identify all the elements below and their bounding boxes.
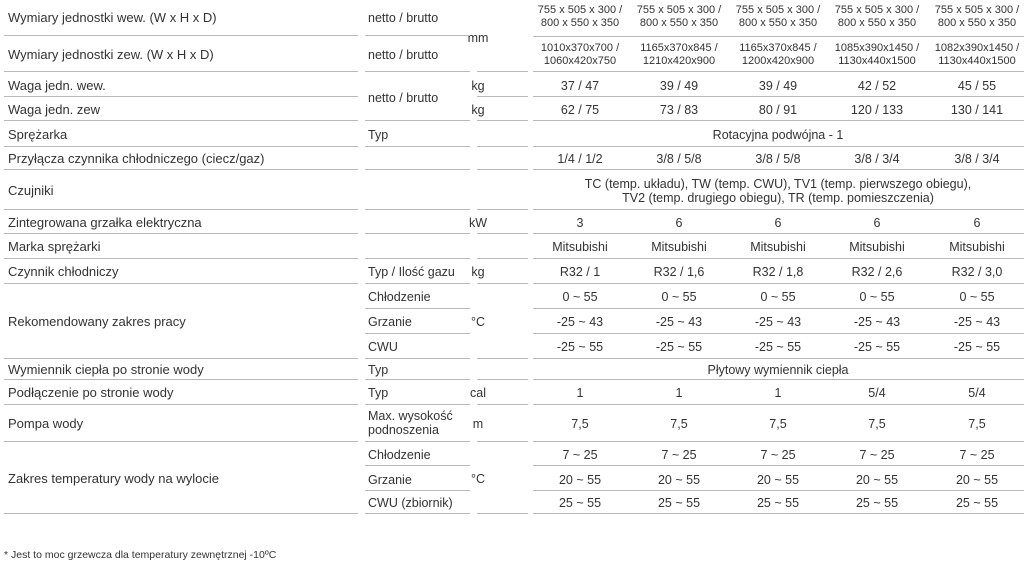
row-sub-outlet-cooling: Chłodzenie [368,448,431,462]
row-divider [365,233,470,234]
value-cell: 20 ~ 55 [558,473,602,487]
row-divider [477,441,528,442]
value-cell: 7,5 [571,417,589,431]
row-divider [4,513,358,514]
value-cell: 7 ~ 25 [859,448,895,462]
value-cell: -25 ~ 43 [953,315,1001,329]
row-label-range: Rekomendowany zakres pracy [8,314,186,329]
value-cell: 3/8 / 3/4 [954,152,1000,166]
value-cell: 5/4 [868,386,886,400]
row-divider [533,333,1024,334]
value-cell: 7,5 [868,417,886,431]
row-divider [533,120,1024,121]
row-divider [533,441,1024,442]
row-divider [4,283,358,284]
row-divider [365,209,470,210]
value-cell: 1082x390x1450 / 1130x440x1500 [934,42,1020,67]
row-divider [477,71,528,72]
row-label-dim-indoor: Wymiary jednostki wew. (W x H x D) [8,10,217,25]
value-cell: R32 / 1,6 [653,265,705,279]
row-divider [365,404,470,405]
row-divider [477,358,528,359]
row-divider [477,258,528,259]
row-divider [365,379,470,380]
value-cell: -25 ~ 43 [754,315,802,329]
value-cell: Mitsubishi [552,240,608,254]
value-cell: 1 [576,386,584,400]
row-divider [533,379,1024,380]
row-divider [4,35,358,36]
value-cell: -25 ~ 43 [556,315,604,329]
row-divider [4,441,358,442]
row-divider [365,120,470,121]
row-sub-pump: Max. wysokość podnoszenia [368,409,453,438]
row-sub-range-dhw: CWU [368,340,398,354]
row-divider [4,120,358,121]
row-divider [4,96,358,97]
value-cell: 755 x 505 x 300 / 800 x 550 x 350 [834,4,920,29]
row-sub-dim-outdoor: netto / brutto [368,48,439,62]
value-cell: 755 x 505 x 300 / 800 x 550 x 350 [537,4,623,29]
value-cell: Mitsubishi [949,240,1005,254]
row-divider [365,308,470,309]
value-cell: 7,5 [670,417,688,431]
value-cell: 0 ~ 55 [859,290,895,304]
row-label-sensors: Czujniki [8,183,54,198]
value-cell: 755 x 505 x 300 / 800 x 550 x 350 [636,4,722,29]
row-divider [477,283,528,284]
value-cell: Mitsubishi [651,240,707,254]
row-sub-range-cooling: Chłodzenie [368,290,431,304]
value-cell: Mitsubishi [849,240,905,254]
value-cell: R32 / 3,0 [951,265,1003,279]
value-cell: 7,5 [769,417,787,431]
row-divider [4,258,358,259]
row-divider [533,233,1024,234]
row-unit-weight-indoor: kg [471,79,485,93]
footnote: * Jest to moc grzewcza dla temperatury zewnętrznej -10ºC [4,549,277,561]
value-cell: 1165x370x845 / 1210x420x900 [640,42,718,67]
value-cell: R32 / 1 [559,265,601,279]
value-cell: 6 [973,216,981,230]
row-divider [533,513,1024,514]
row-sub-compressor: Typ [368,128,389,142]
value-span-cell: TV2 (temp. drugiego obiegu), TR (temp. pomieszczenia) [622,191,934,205]
row-sub-outlet-heating: Grzanie [368,473,412,487]
row-divider [533,358,1024,359]
value-cell: 1 [675,386,683,400]
row-divider [533,404,1024,405]
value-cell: 0 ~ 55 [562,290,598,304]
value-cell: 0 ~ 55 [760,290,796,304]
value-cell: 120 / 133 [850,103,904,117]
row-divider [4,169,358,170]
row-divider [365,35,470,36]
row-divider [365,358,470,359]
value-cell: Mitsubishi [750,240,806,254]
value-cell: 130 / 141 [950,103,1004,117]
row-divider [477,169,528,170]
row-divider [365,169,470,170]
value-cell: -25 ~ 43 [655,315,703,329]
value-cell: 1085x390x1450 / 1130x440x1500 [834,42,920,67]
row-sub-water-conn: Typ [368,386,389,400]
value-cell: 1010x370x700 / 1060x420x750 [540,42,620,67]
row-label-refrigerant: Czynnik chłodniczy [8,264,119,279]
row-divider [4,209,358,210]
value-cell: 20 ~ 55 [756,473,800,487]
row-divider [477,120,528,121]
row-divider [533,71,1024,72]
value-span-cell: TC (temp. układu), TW (temp. CWU), TV1 (temp. pierwszego obiegu), [584,177,972,191]
value-cell: -25 ~ 55 [556,340,604,354]
value-cell: -25 ~ 55 [655,340,703,354]
row-unit-pump: m [472,417,484,431]
row-label-water-conn: Podłączenie po stronie wody [8,385,174,400]
row-divider [533,465,1024,466]
row-divider [365,333,470,334]
row-sub-hex: Typ [368,363,389,377]
value-cell: 7 ~ 25 [562,448,598,462]
value-cell: 1 [774,386,782,400]
value-cell: 73 / 83 [659,103,699,117]
row-divider [533,169,1024,170]
value-cell: 42 / 52 [857,79,897,93]
row-divider [4,358,358,359]
row-divider [477,96,528,97]
value-cell: 755 x 505 x 300 / 800 x 550 x 350 [934,4,1020,29]
row-divider [533,146,1024,147]
row-divider [533,308,1024,309]
row-unit-water-conn: cal [470,386,486,400]
value-cell: 7 ~ 25 [760,448,796,462]
row-label-hex: Wymiennik ciepła po stronie wody [8,362,204,377]
row-divider [4,404,358,405]
value-span-cell: Płytowy wymiennik ciepła [707,363,849,377]
row-label-pipes: Przyłącza czynnika chłodniczego (ciecz/gaz) [8,151,265,166]
row-sub-refrigerant: Typ / Ilość gazu [368,265,455,279]
value-cell: 3 [576,216,584,230]
row-divider [365,441,470,442]
value-span-cell: Rotacyjna podwójna - 1 [712,128,844,142]
value-cell: 25 ~ 55 [657,496,701,510]
value-cell: 3/8 / 3/4 [854,152,900,166]
value-cell: 39 / 49 [758,79,798,93]
row-sub-weight: netto / brutto [368,91,439,105]
value-cell: 37 / 47 [560,79,600,93]
value-cell: 20 ~ 55 [657,473,701,487]
row-unit-weight-outdoor: kg [471,103,485,117]
row-label-weight-indoor: Waga jedn. wew. [8,78,106,93]
row-label-dim-outdoor: Wymiary jednostki zew. (W x H x D) [8,47,214,62]
value-cell: 755 x 505 x 300 / 800 x 550 x 350 [735,4,821,29]
value-cell: 3/8 / 5/8 [755,152,801,166]
value-cell: 45 / 55 [957,79,997,93]
row-divider [477,146,528,147]
row-divider [365,146,470,147]
row-divider [365,283,470,284]
value-cell: 0 ~ 55 [959,290,995,304]
value-cell: R32 / 1,8 [752,265,804,279]
row-label-compressor: Sprężarka [8,127,68,142]
value-cell: 25 ~ 55 [558,496,602,510]
value-cell: 0 ~ 55 [661,290,697,304]
row-sub-outlet-dhw: CWU (zbiornik) [368,496,453,510]
row-divider [365,490,470,491]
row-divider [533,209,1024,210]
row-divider [4,233,358,234]
value-cell: 7 ~ 25 [959,448,995,462]
row-divider [533,490,1024,491]
row-unit-refrigerant: kg [471,265,485,279]
value-cell: 25 ~ 55 [855,496,899,510]
row-divider [365,258,470,259]
value-cell: 3/8 / 5/8 [656,152,702,166]
row-divider [4,71,358,72]
row-unit-outlet: °C [470,472,486,486]
value-cell: 7,5 [968,417,986,431]
row-label-outlet: Zakres temperatury wody na wylocie [8,471,219,486]
value-cell: R32 / 2,6 [851,265,903,279]
value-cell: 20 ~ 55 [855,473,899,487]
row-divider [533,96,1024,97]
row-sub-range-heating: Grzanie [368,315,412,329]
value-cell: 20 ~ 55 [955,473,999,487]
row-divider [4,146,358,147]
value-cell: 62 / 75 [560,103,600,117]
value-cell: -25 ~ 55 [853,340,901,354]
value-cell: 80 / 91 [758,103,798,117]
value-cell: 1165x370x845 / 1200x420x900 [739,42,817,67]
row-divider [477,404,528,405]
row-label-heater: Zintegrowana grzałka elektryczna [8,215,202,230]
row-divider [533,36,1024,37]
value-cell: 5/4 [968,386,986,400]
row-sub-dim-indoor: netto / brutto [368,11,439,25]
row-label-weight-outdoor: Waga jedn. zew [8,102,101,117]
row-unit-dim: mm [467,31,489,45]
value-cell: 25 ~ 55 [955,496,999,510]
row-divider [477,209,528,210]
value-cell: 6 [675,216,683,230]
value-cell: 1/4 / 1/2 [557,152,603,166]
row-divider [533,283,1024,284]
row-unit-range: °C [470,315,486,329]
row-divider [365,465,470,466]
row-divider [365,513,470,514]
row-divider [477,379,528,380]
row-divider [477,513,528,514]
row-label-brand: Marka sprężarki [8,239,101,254]
row-divider [477,233,528,234]
value-cell: -25 ~ 55 [953,340,1001,354]
row-label-pump: Pompa wody [8,416,84,431]
value-cell: 6 [774,216,782,230]
row-divider [365,71,470,72]
row-divider [533,258,1024,259]
value-cell: 6 [873,216,881,230]
row-unit-heater: kW [468,216,488,230]
value-cell: -25 ~ 43 [853,315,901,329]
value-cell: 7 ~ 25 [661,448,697,462]
row-divider [4,379,358,380]
value-cell: 39 / 49 [659,79,699,93]
value-cell: -25 ~ 55 [754,340,802,354]
value-cell: 25 ~ 55 [756,496,800,510]
